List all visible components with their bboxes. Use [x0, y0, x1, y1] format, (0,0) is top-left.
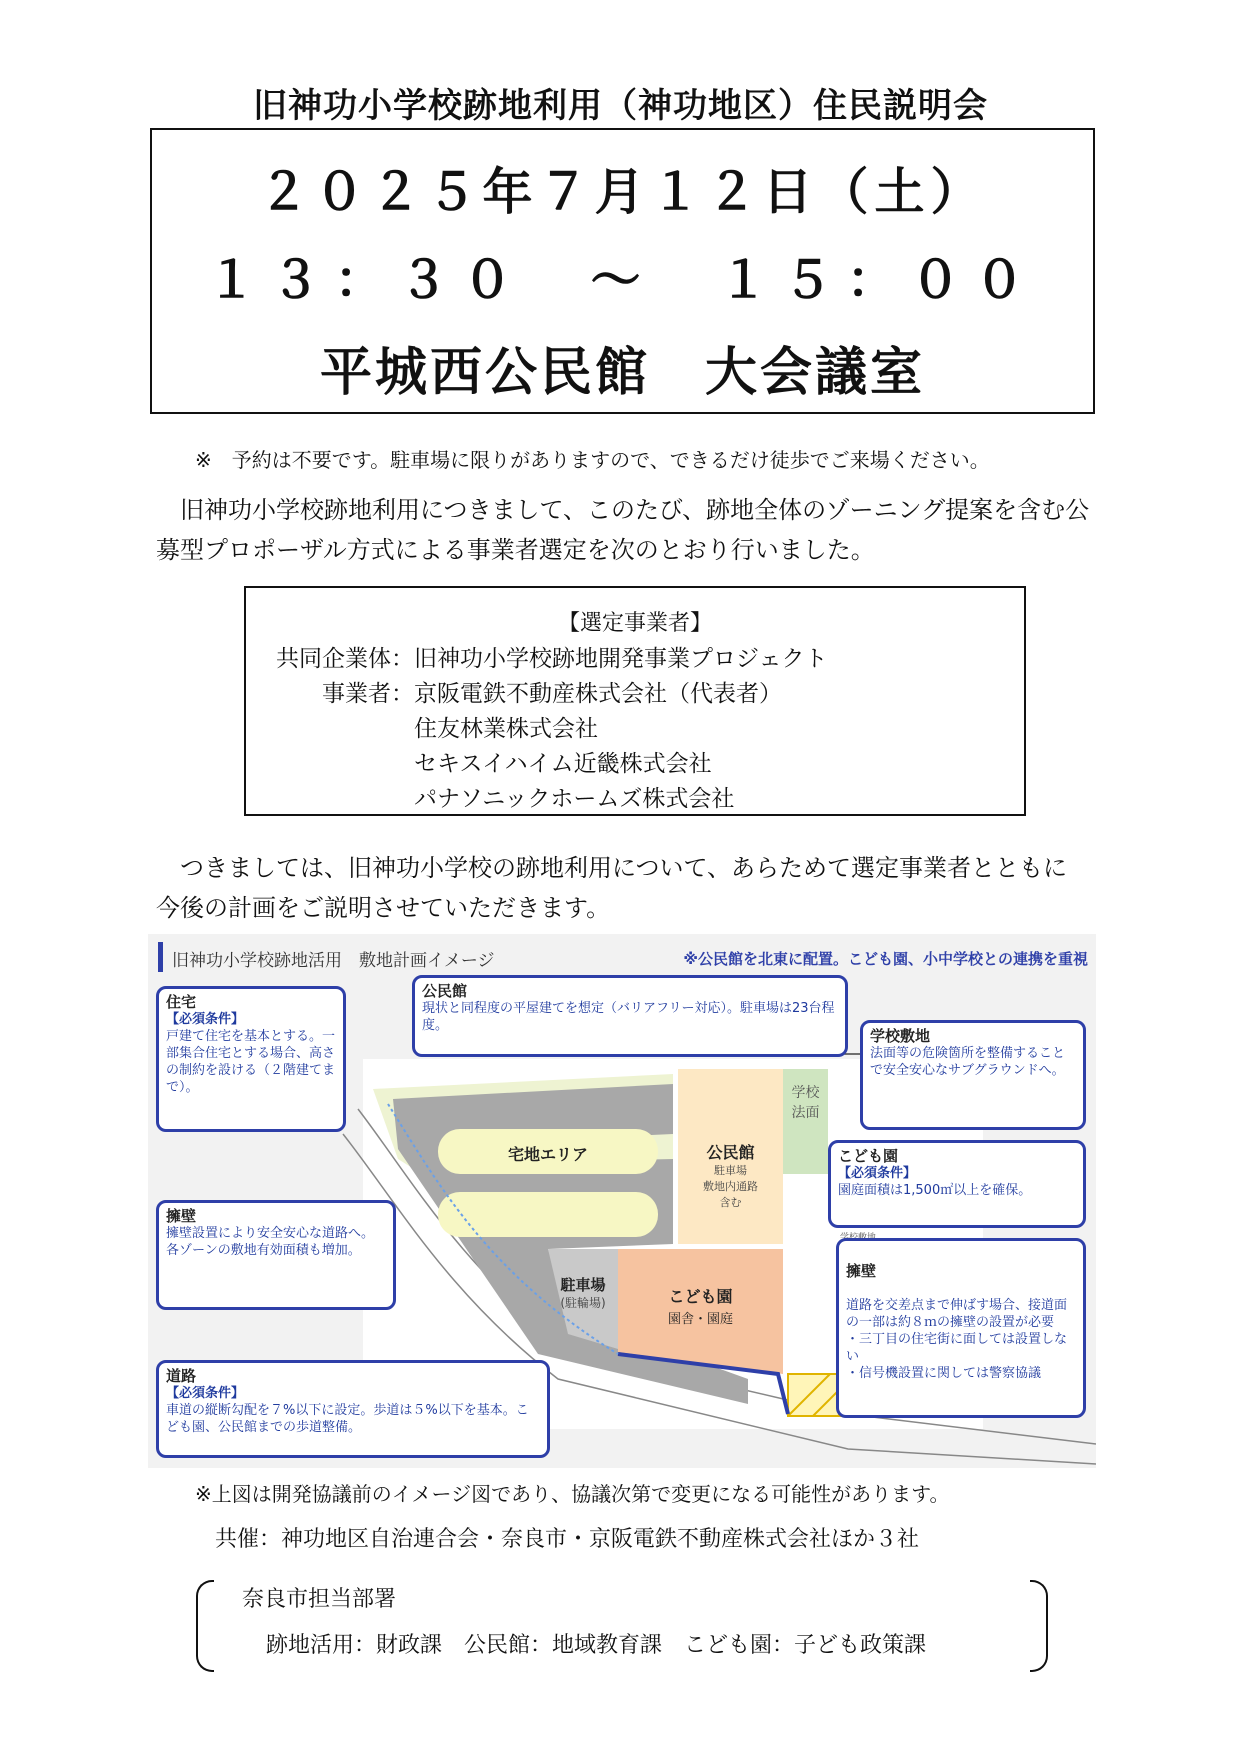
hall-label: 公民館	[706, 1143, 755, 1162]
department-box	[196, 1580, 1048, 1672]
selected-operators-box	[244, 586, 1026, 816]
hall-sublabel: 駐車場 敷地内通路 含む	[703, 1164, 758, 1209]
company-item: 京阪電鉄不動産株式会社（代表者）	[414, 681, 782, 707]
closing-paragraph: つきましては、旧神功小学校の跡地利用について、あらためて選定事業者とともに今後の計画をご説明させていただきます。	[156, 854, 1068, 922]
callout-nursery: こども園 【必須条件】 園庭面積は1,500㎡以上を確保。	[828, 1140, 1086, 1228]
department-list: 跡地活用：財政課 公民館：地域教育課 こども園：子ども政策課	[266, 1633, 927, 1658]
callout-retaining-wall-right: 擁壁 道路を交差点まで伸ばす場合、接道面の一部は約８ｍの擁壁の設置が必要 ・三丁目の住宅街に面しては設置しない ・信号機設置に関しては警察協議	[836, 1238, 1086, 1418]
intro-paragraph: 旧神功小学校跡地利用につきまして、このたび、跡地全体のゾーニング提案を含む公募型プロポーザル方式による事業者選定を次のとおり行いました。	[156, 496, 1090, 564]
site-plan-map	[148, 934, 1096, 1468]
callout-school-site: 学校敷地 法面等の危険箇所を整備することで安全安心なサブグラウンドへ。	[860, 1020, 1086, 1130]
housing-block	[438, 1192, 658, 1237]
callout-housing: 住宅 【必須条件】 戸建て住宅を基本とする。一部集合住宅とする場合、高さの制約を設ける（２階建てまで）。	[156, 986, 346, 1132]
callout-hall: 公民館 現状と同程度の平屋建てを想定（バリアフリー対応）。駐車場は23台程度。	[412, 975, 848, 1057]
left-bracket	[196, 1580, 214, 1672]
map-headline: ※公民館を北東に配置。こども園、小中学校との連携を重視	[683, 950, 1088, 968]
parking-sublabel: (駐輪場)	[560, 1296, 606, 1310]
operators-label: 事業者：	[322, 681, 414, 707]
operators-heading: 【選定事業者】	[557, 611, 712, 636]
reservation-notice: ※ 予約は不要です。駐車場に限りがありますので、できるだけ徒歩でご来場ください。	[195, 448, 990, 472]
event-time: １３：３０ ～ １５：００	[206, 251, 1039, 309]
event-date: ２０２５年７月１２日（土）	[258, 163, 987, 221]
page-title: 旧神功小学校跡地利用（神功地区）住民説明会	[253, 86, 988, 126]
callout-retaining-wall-left: 擁壁 擁壁設置により安全安心な道路へ。各ゾーンの敷地有効面積も増加。	[156, 1200, 396, 1310]
consortium-name: 旧神功小学校跡地開発事業プロジェクト	[414, 646, 828, 672]
callout-road: 道路 【必須条件】 車道の縦断勾配を７%以下に設定。歩道は５%以下を基本。こども園、公民館までの歩道整備。	[156, 1360, 550, 1458]
housing-label: 宅地エリア	[507, 1145, 588, 1164]
slope-label: 学校 法面	[791, 1085, 820, 1121]
department-heading: 奈良市担当部署	[242, 1587, 397, 1612]
nursery-label: こども園	[668, 1287, 733, 1306]
event-venue: 平城西公民館 大会議室	[319, 343, 925, 403]
event-info-box	[150, 128, 1095, 414]
co-hosts: 共催：神功地区自治連合会・奈良市・京阪電鉄不動産株式会社ほか３社	[215, 1527, 920, 1552]
map-title: 旧神功小学校跡地活用 敷地計画イメージ	[172, 951, 495, 971]
company-item: セキスイハイム近畿株式会社	[414, 751, 712, 777]
consortium-label: 共同企業体：	[276, 646, 414, 672]
company-item: パナソニックホームズ株式会社	[414, 786, 735, 812]
right-bracket	[1030, 1580, 1048, 1672]
parking-label: 駐車場	[560, 1276, 606, 1294]
map-disclaimer: ※上図は開発協議前のイメージ図であり、協議次第で変更になる可能性があります。	[195, 1482, 950, 1506]
company-item: 住友林業株式会社	[414, 716, 598, 742]
nursery-sublabel: 園舎・園庭	[667, 1312, 733, 1327]
